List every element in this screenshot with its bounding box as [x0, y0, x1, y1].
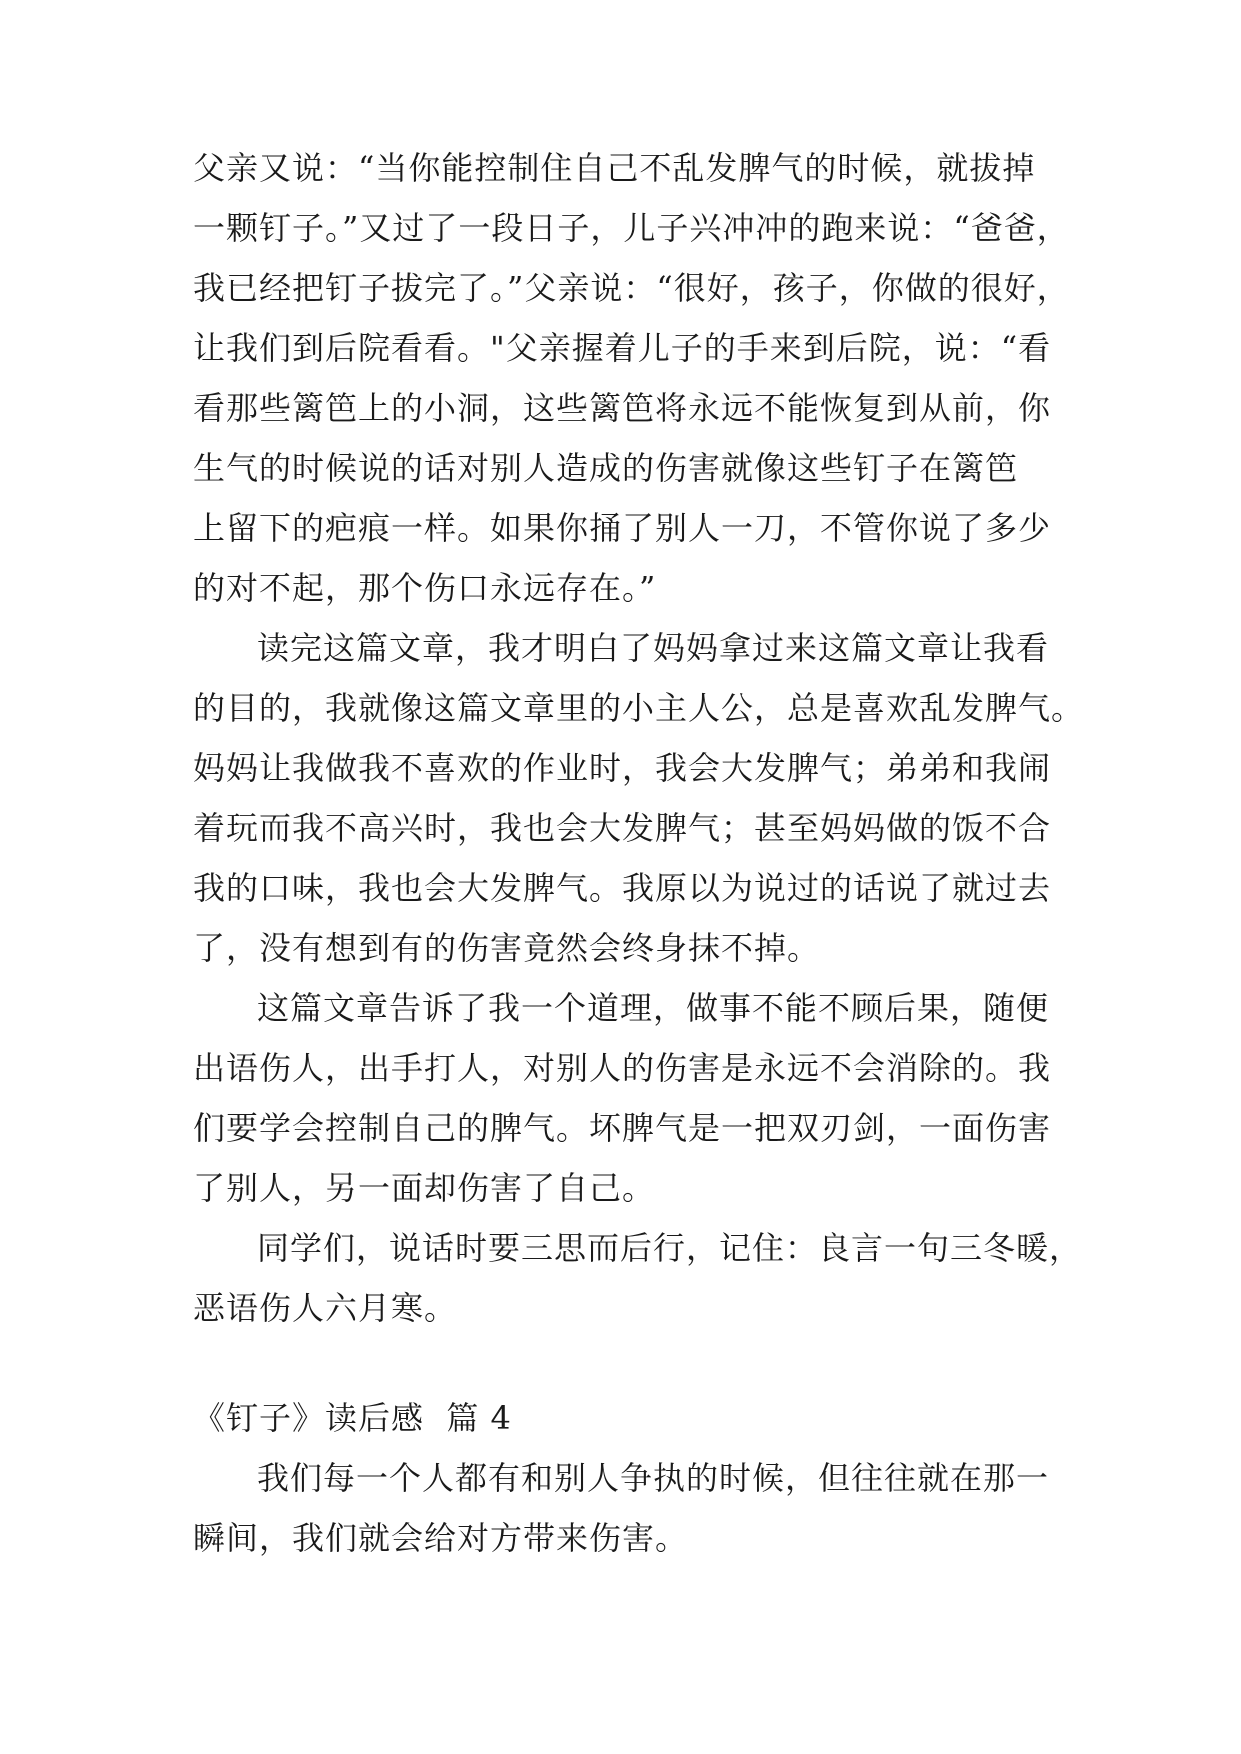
text-line: 看那些篱笆上的小洞，这些篱笆将永远不能恢复到从前，你: [193, 389, 1052, 427]
text-line: 妈妈让我做我不喜欢的作业时，我会大发脾气；弟弟和我闹: [193, 749, 1052, 787]
text-line: 我已经把钉子拔完了。”父亲说：“很好，孩子，你做的很好，: [193, 269, 1070, 307]
text-line: 着玩而我不高兴时，我也会大发脾气；甚至妈妈做的饭不合: [193, 809, 1052, 847]
text-line: 们要学会控制自己的脾气。坏脾气是一把双刃剑，一面伤害: [193, 1109, 1052, 1147]
text-line: 出语伤人，出手打人，对别人的伤害是永远不会消除的。我: [193, 1049, 1052, 1087]
text-line: 这篇文章告诉了我一个道理，做事不能不顾后果，随便: [257, 989, 1050, 1027]
text-line: 的对不起，那个伤口永远存在。”: [193, 569, 657, 607]
text-line: 读完这篇文章，我才明白了妈妈拿过来这篇文章让我看: [257, 629, 1050, 667]
text-line: 我的口味，我也会大发脾气。我原以为说过的话说了就过去: [193, 869, 1052, 907]
text-line: 了，没有想到有的伤害竟然会终身抹不掉。: [193, 929, 821, 967]
text-line: 我们每一个人都有和别人争执的时候，但往往就在那一: [257, 1459, 1050, 1497]
text-line: 一颗钉子。”又过了一段日子，儿子兴冲冲的跑来说：“爸爸，: [193, 209, 1070, 247]
text-line: 让我们到后院看看。"父亲握着儿子的手来到后院，说：“看: [193, 329, 1052, 367]
text-line: 上留下的疤痕一样。如果你捅了别人一刀，不管你说了多少: [193, 509, 1052, 547]
text-line: 父亲又说：“当你能控制住自己不乱发脾气的时候，就拔掉: [193, 149, 1036, 187]
text-line: 了别人，另一面却伤害了自己。: [193, 1169, 656, 1207]
text-line: 瞬间，我们就会给对方带来伤害。: [193, 1519, 689, 1557]
text-line: 生气的时候说的话对别人造成的伤害就像这些钉子在篱笆: [193, 449, 1019, 487]
text-line: 的目的，我就像这篇文章里的小主人公，总是喜欢乱发脾气。: [193, 689, 1085, 727]
text-line: 同学们，说话时要三思而后行，记住：良言一句三冬暖，: [257, 1229, 1083, 1267]
text-line: 恶语伤人六月寒。: [193, 1289, 458, 1327]
section-heading: 《钉子》读后感 篇 4: [193, 1399, 512, 1437]
